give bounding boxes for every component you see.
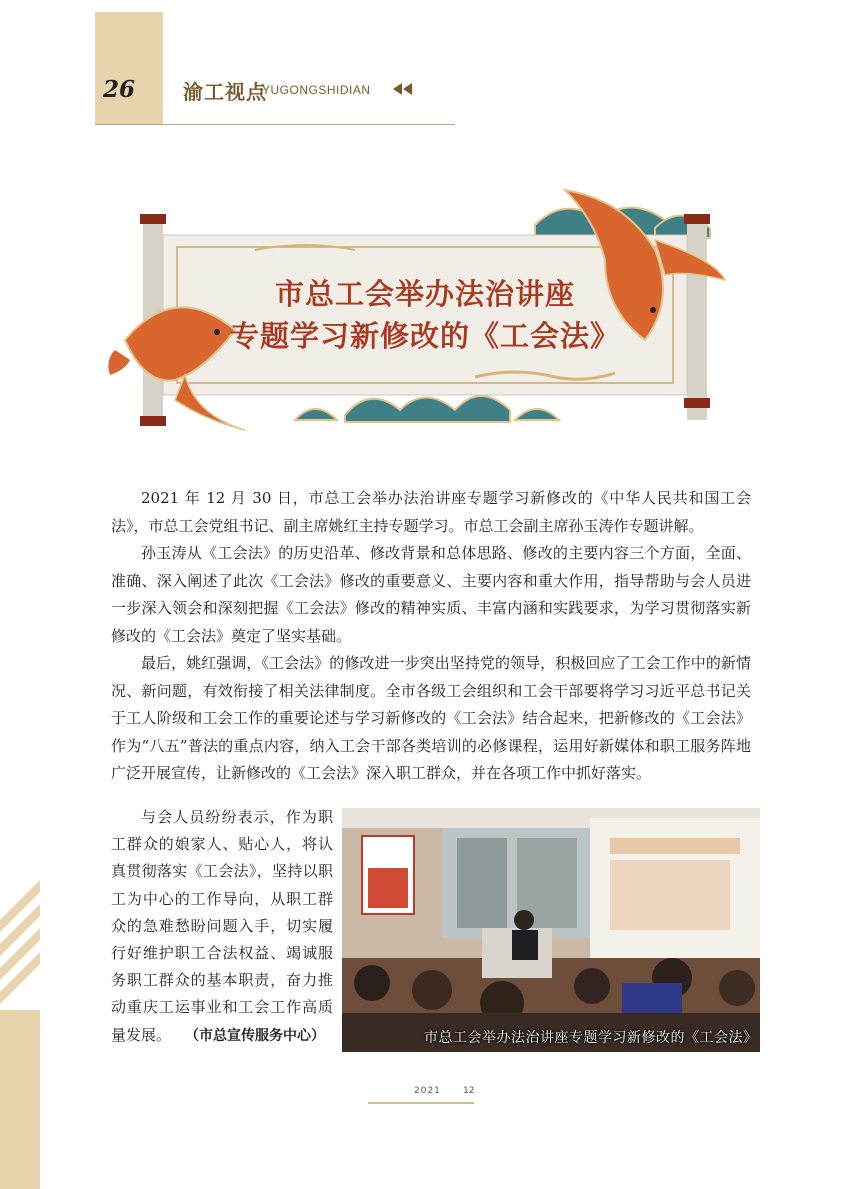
banner-title-line1: 市总工会举办法治讲座	[274, 277, 575, 311]
footer-month: 12	[463, 1086, 475, 1096]
footer-year: 2021	[414, 1086, 441, 1096]
article-source: （市总宣传服务中心）	[185, 1028, 325, 1044]
title-banner	[95, 180, 755, 450]
page-number: 26	[103, 76, 136, 103]
double-arrow-icon	[392, 82, 414, 96]
footer-divider	[368, 1102, 474, 1104]
column-title: 渝工视点	[183, 80, 267, 104]
banner-title-line2: 专题学习新修改的《工会法》	[229, 319, 620, 353]
photo-caption: 市总工会举办法治讲座专题学习新修改的《工会法》	[424, 1030, 758, 1046]
article-paragraph-2: 孙玉涛从《工会法》的历史沿革、修改背景和总体思路、修改的主要内容三个方面，全面、准确、深入阐述了此次《工会法》修改的重要意义、主要内容和重大作用，指导帮助与会人员进一步深入领会和深刻把握《工会法》修改的精神实质、丰富内涵和实践要求，为学习贯彻落实新修改的《工会法》奠定了坚实基础。	[111, 544, 751, 645]
article-paragraph-1: 2021 年 12 月 30 日，市总工会举办法治讲座专题学习新修改的《中华人民共和国工会法》，市总工会党组书记、副主席姚红主持专题学习。市总工会副主席孙玉涛作专题讲解。	[111, 489, 751, 535]
page-number-box	[95, 12, 163, 124]
wave-decoration	[295, 396, 559, 422]
column-pinyin: YUGONGSHIDIAN	[262, 83, 371, 97]
header-divider	[95, 124, 455, 125]
lecture-photo-illustration	[342, 808, 760, 1052]
article-paragraph-4: 与会人员纷纷表示，作为职工群众的娘家人、贴心人，将认真贯彻落实《工会法》，坚持以职工为中心的工作导向，从职工群众的急难愁盼问题入手，切实履行好维护职工合法权益、竭诚服务职工群众的基本职责，奋力推动重庆工运事业和工会工作高质量发展。	[111, 808, 333, 1044]
article-paragraph-3: 最后，姚红强调，《工会法》的修改进一步突出坚持党的领导，积极回应了工会工作中的新情况、新问题，有效衔接了相关法律制度。全市各级工会组织和工会干部要将学习习近平总书记关于工人阶级和工会工作的重要论述与学习新修改的《工会法》结合起来，把新修改的《工会法》作为“八五”普法的重点内容，纳入工会干部各类培训的必修课程，运用好新媒体和职工服务阵地广泛开展宣传，让新修改的《工会法》深入职工群众，并在各项工作中抓好落实。	[111, 654, 751, 782]
diagonal-stripes-decoration	[0, 880, 40, 1189]
lecture-photo	[342, 808, 760, 1052]
